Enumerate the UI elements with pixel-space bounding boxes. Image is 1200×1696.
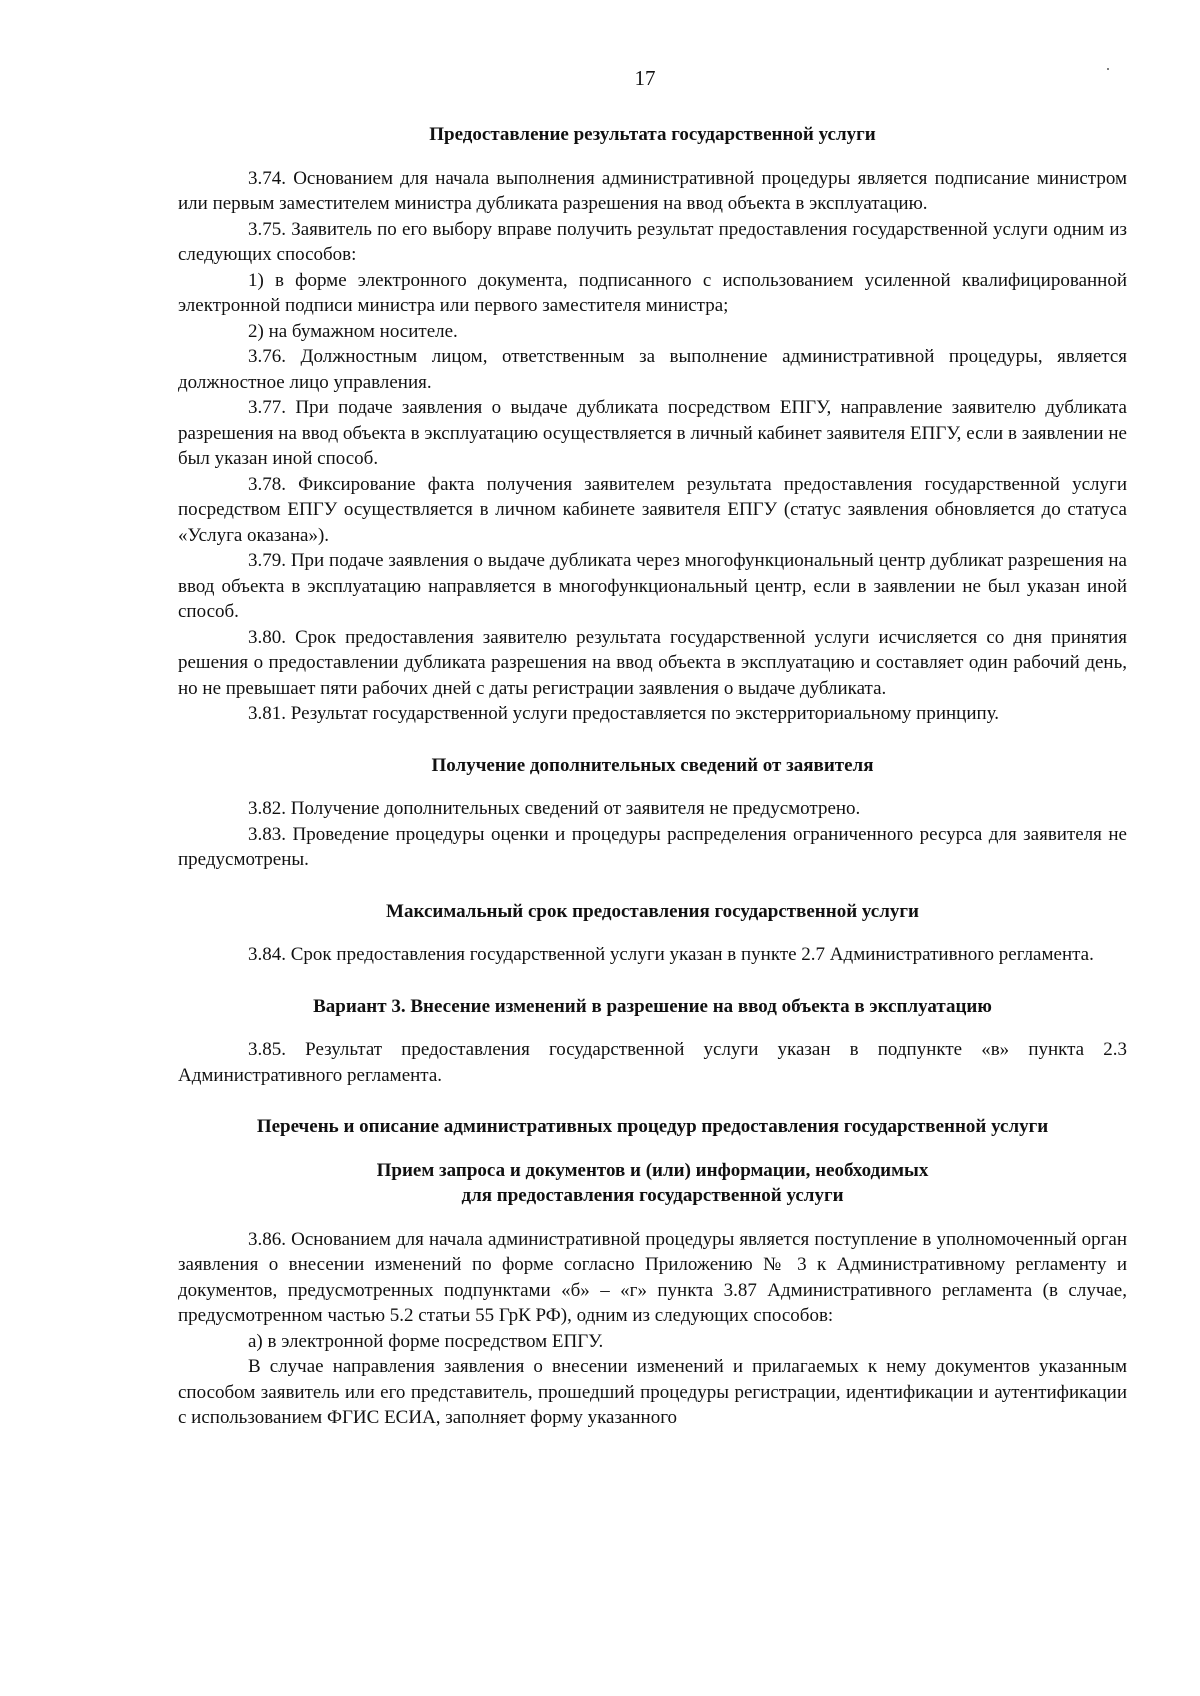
list-item-1: 1) в форме электронного документа, подписанного с использованием усиленной квалифицированной электронной подписи министра или первого заместителя министра;: [178, 269, 1127, 316]
paragraph-3-80: 3.80. Срок предоставления заявителю результата государственной услуги исчисляется со дня принятия решения о предоставлении дубликата разрешения на ввод объекта в эксплуатацию и составляет один рабочий день, но не превышает пяти рабочих дней с даты регистрации заявления о выдаче дубликата.: [178, 626, 1127, 699]
section-heading-additional-info: Получение дополнительных сведений от заявителя: [431, 754, 874, 776]
paragraph-electronic-submission: В случае направления заявления о внесении изменений и прилагаемых к нему документов указанным способом заявитель или его представитель, прошедший процедуры регистрации, идентификации и аутентификации с использованием ФГИС ЕСИА, заполняет форму указанного: [178, 1356, 1127, 1428]
document-body: [178, 122, 1127, 1431]
paragraph-3-83: 3.83. Проведение процедуры оценки и процедуры распределения ограниченного ресурса для заявителя не предусмотрены.: [178, 823, 1127, 870]
paragraph-3-78: 3.78. Фиксирование факта получения заявителем результата предоставления государственной услуги посредством ЕПГУ осуществляется в личном кабинете заявителя ЕПГУ (статус заявления обновляется до статуса «Услуга оказана»).: [178, 473, 1127, 546]
section-heading-variant-3: Вариант 3. Внесение изменений в разрешение на ввод объекта в эксплуатацию: [313, 995, 992, 1017]
paragraph-3-76: 3.76. Должностным лицом, ответственным за выполнение административной процедуры, является должностное лицо управления.: [178, 346, 1127, 393]
section-heading-request-intake-line2: для предоставления государственной услуги: [461, 1185, 844, 1206]
scan-speck: [1107, 68, 1109, 70]
paragraph-3-85: 3.85. Результат предоставления государственной услуги указан в подпункте «в» пункта 2.3 Административного регламента.: [178, 1039, 1127, 1086]
list-item-a: а) в электронной форме посредством ЕПГУ.: [248, 1330, 604, 1352]
paragraph-3-74: 3.74. Основанием для начала выполнения административной процедуры является подписание министром или первым заместителем министра дубликата разрешения на ввод объекта в эксплуатацию.: [178, 167, 1127, 214]
paragraph-3-75: 3.75. Заявитель по его выбору вправе получить результат предоставления государственной услуги одним из следующих способов:: [178, 218, 1127, 265]
paragraph-3-79: 3.79. При подаче заявления о выдаче дубликата через многофункциональный центр дубликат разрешения на ввод объекта в эксплуатацию направляется в многофункциональный центр, если в заявлении не был указан иной способ.: [178, 550, 1127, 622]
section-heading-result: Предоставление результата государственной услуги: [429, 124, 876, 145]
paragraph-3-86: 3.86. Основанием для начала административной процедуры является поступление в уполномоченный орган заявления о внесении изменений по форме согласно Приложению № 3 к Административному регламенту и документов, предусмотренных подпунктами «б» – «г» пункта 3.87 Административного регламента (в случае, предусмотренном частью 5.2 статьи 55 ГрК РФ), одним из следующих способов:: [178, 1228, 1127, 1326]
paragraph-3-81: 3.81. Результат государственной услуги предоставляется по экстерриториальному принципу.: [248, 703, 1000, 724]
section-heading-procedures-list: Перечень и описание административных процедур предоставления государственной услуги: [256, 1116, 1049, 1137]
paragraph-3-82: 3.82. Получение дополнительных сведений от заявителя не предусмотрено.: [248, 798, 861, 819]
section-heading-request-intake: [178, 1158, 1127, 1209]
paragraph-3-84: 3.84. Срок предоставления государственной услуги указан в пункте 2.7 Административного регламента.: [248, 944, 1094, 965]
section-heading-request-intake-line1: Прием запроса и документов и (или) информации, необходимых: [376, 1159, 929, 1181]
list-item-2: 2) на бумажном носителе.: [248, 320, 458, 342]
paragraph-3-77: 3.77. При подаче заявления о выдаче дубликата посредством ЕПГУ, направление заявителю дубликата разрешения на ввод объекта в эксплуатацию осуществляется в личный кабинет заявителя ЕПГУ, если в заявлении не был указан иной способ.: [178, 397, 1127, 469]
section-heading-max-term: Максимальный срок предоставления государственной услуги: [386, 900, 919, 922]
page-number: 17: [634, 66, 656, 90]
